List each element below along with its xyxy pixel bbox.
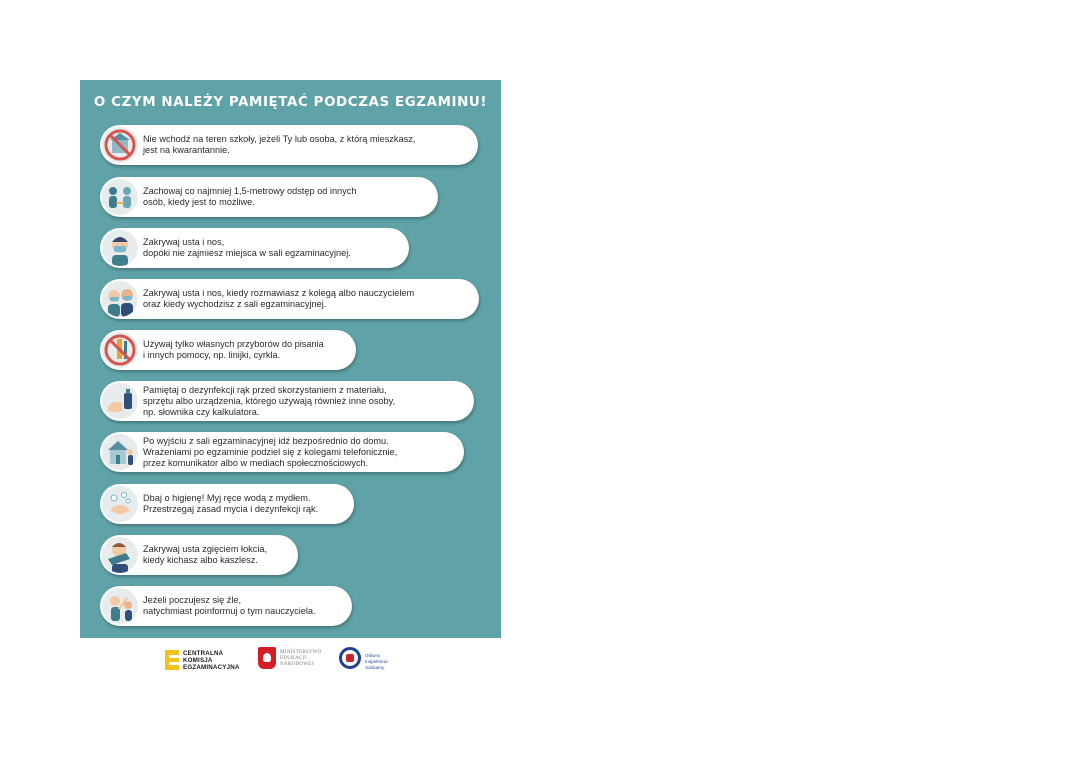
rule-item-talking-mask <box>100 279 479 319</box>
rule-text: Zakrywaj usta i nos, dopóki nie zajmiesz miejsca w sali egzaminacyjnej. <box>143 237 351 258</box>
elbow-cough-icon <box>102 537 138 573</box>
go-home-icon <box>102 434 138 470</box>
rule-text: Zakrywaj usta zgięciem łokcia, kiedy kichasz albo kaszlesz. <box>143 544 268 565</box>
mask-icon <box>102 230 138 266</box>
rule-item-elbow <box>100 535 298 575</box>
eagle-emblem-icon <box>258 647 276 669</box>
disinfect-hands-icon <box>102 383 138 419</box>
no-quarantine-icon <box>102 127 138 163</box>
rule-text: Nie wchodź na teren szkoły, jeżeli Ty lub osoba, z którą mieszkasz, jest na kwarantannie. <box>143 134 416 155</box>
rule-text: Używaj tylko własnych przyborów do pisania i innych pomocy, np. linijki, cyrkla. <box>143 339 324 360</box>
rule-item-go-home <box>100 432 464 472</box>
feel-sick-icon <box>102 588 138 624</box>
rule-text: Pamiętaj o dezynfekcji rąk przed skorzystaniem z materiału, sprzętu albo urządzenia, którego używają również inne osoby, np. słownika czy kalkulatora. <box>143 384 396 417</box>
poster <box>80 80 501 638</box>
rule-item-distance <box>100 177 438 217</box>
gis-seal-icon <box>339 647 361 669</box>
distance-icon <box>102 179 138 215</box>
rule-text: Po wyjściu z sali egzaminacyjnej idź bezpośrednio do domu. Wrażeniami po egzaminie podziel się z kolegami telefonicznie, przez komunikator albo w mediach społecznościowych. <box>143 435 398 468</box>
rule-item-own-supplies <box>100 330 356 370</box>
men-name: MINISTERSTWO EDUKACJI NARODOWEJ <box>280 650 322 667</box>
cke-name: CENTRALNA KOMISJA EGZAMINACYJNA <box>183 650 240 671</box>
wash-hands-icon <box>102 486 138 522</box>
poster-title: O CZYM NALEŻY PAMIĘTAĆ PODCZAS EGZAMINU! <box>93 95 488 110</box>
rule-item-quarantine <box>100 125 478 165</box>
rule-text: Dbaj o higienę! Myj ręce wodą z mydłem. Przestrzegaj zasad mycia i dezynfekcji rąk. <box>143 493 319 514</box>
own-supplies-icon <box>102 332 138 368</box>
talking-mask-icon <box>102 281 138 317</box>
rule-text: Jeżeli poczujesz się źle, natychmiast poinformuj o tym nauczyciela. <box>143 595 316 616</box>
rule-text: Zakrywaj usta i nos, kiedy rozmawiasz z kolegą albo nauczycielem oraz kiedy wychodzisz z sali egzaminacyjnej. <box>143 288 415 309</box>
rule-text: Zachowaj co najmniej 1,5-metrowy odstęp od innych osób, kiedy jest to możliwe. <box>143 186 357 207</box>
rule-item-feel-sick <box>100 586 352 626</box>
gis-name: Główny Inspektorat Sanitarny <box>365 653 388 670</box>
cke-mark-icon <box>165 650 179 670</box>
rule-item-mask <box>100 228 409 268</box>
rule-item-disinfect <box>100 381 474 421</box>
rule-item-hygiene <box>100 484 354 524</box>
logo-strip <box>165 645 425 675</box>
